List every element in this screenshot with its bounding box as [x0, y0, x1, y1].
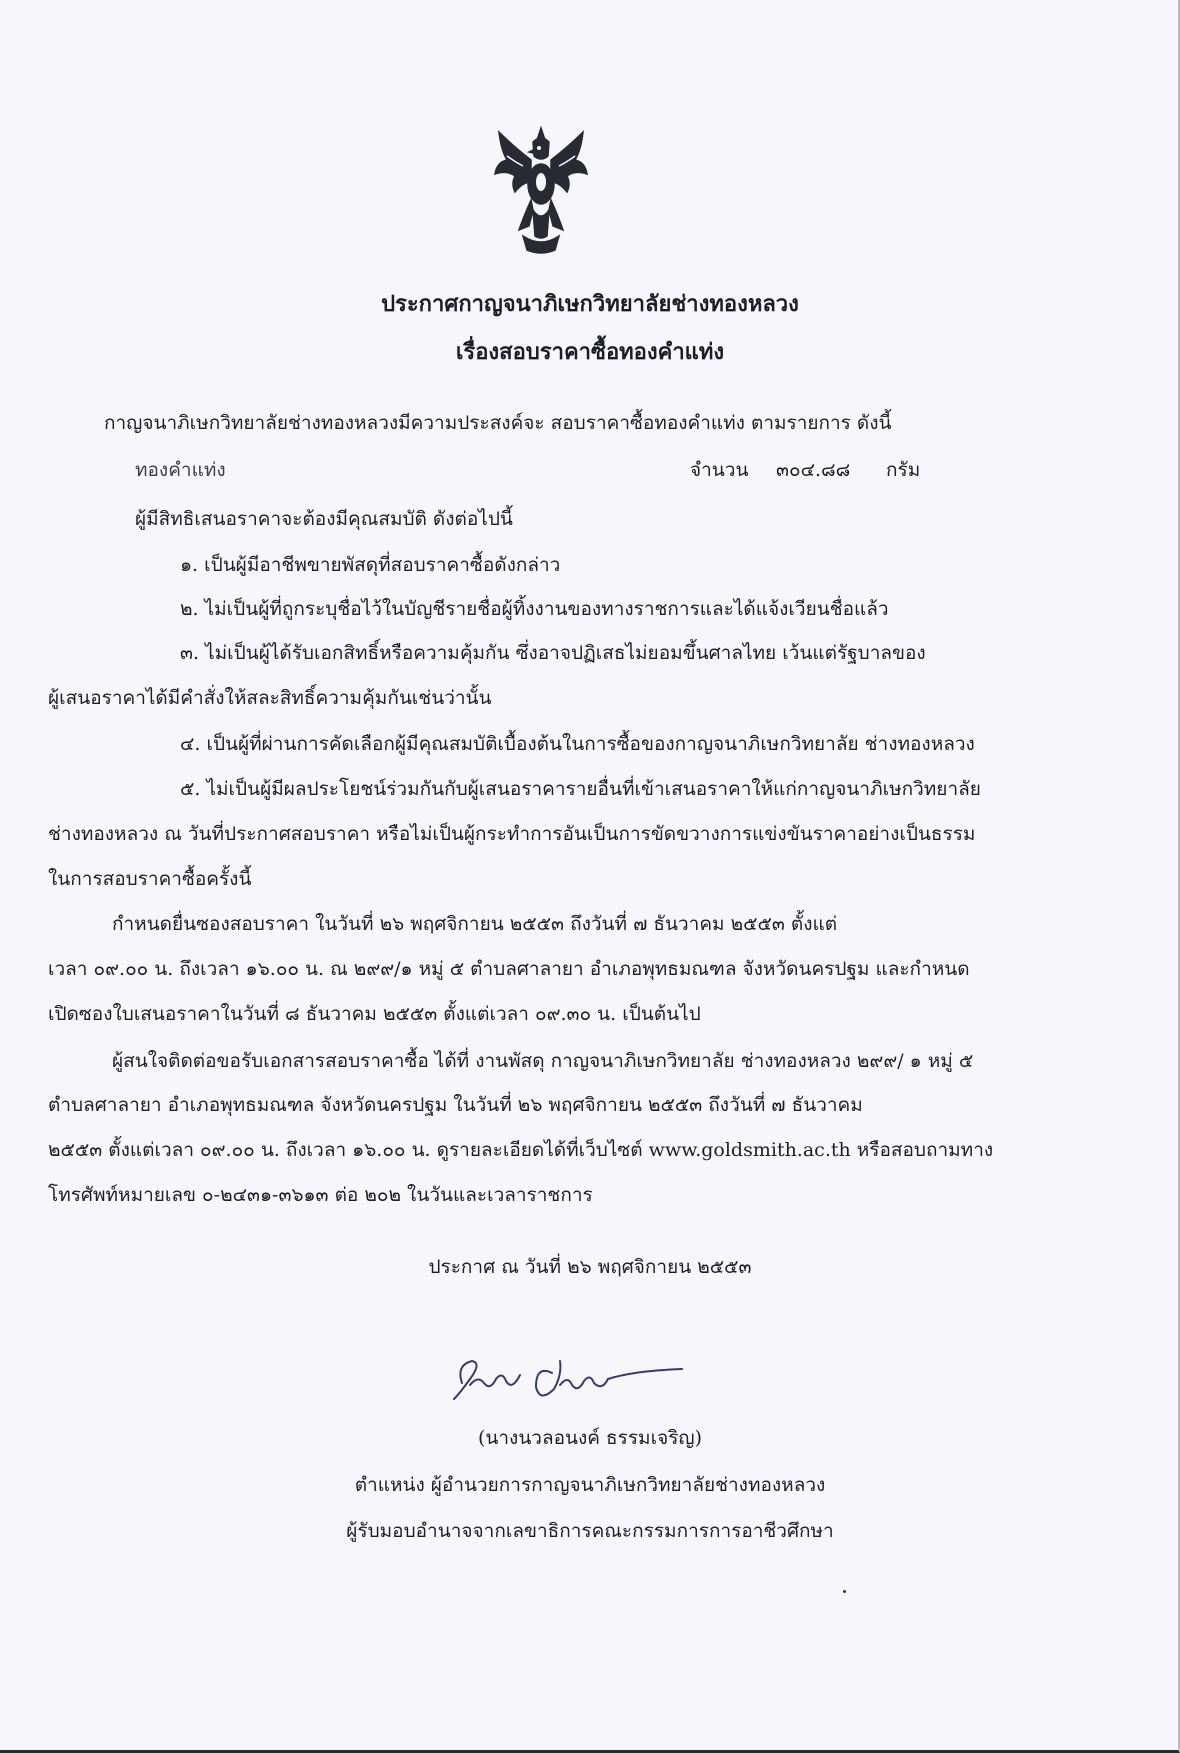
- intro-text: กาญจนาภิเษกวิทยาลัยช่างทองหลวงมีความประสงค์จะ สอบราคาซื้อทองคำแท่ง ตามรายการ ดังนี้: [104, 412, 892, 434]
- quantity-label: จำนวน: [690, 459, 749, 481]
- schedule-line-2: เวลา ๐๙.๐๐ น. ถึงเวลา ๑๖.๐๐ น. ณ ๒๙๙/๑ หมู่ ๕ ตำบลศาลายา อำเภอพุทธมณฑล จังหวัดนครปฐม และกำหนด: [48, 958, 970, 980]
- contact-line-4: โทรศัพท์หมายเลข ๐-๒๔๓๑-๓๖๑๓ ต่อ ๒๐๒ ในวันและเวลาราชการ: [48, 1184, 593, 1206]
- qualification-2: ๒. ไม่เป็นผู้ที่ถูกระบุชื่อไว้ในบัญชีรายชื่อผู้ทิ้งงานของทางราชการและได้แจ้งเวียนชื่อแล้ว: [180, 598, 889, 620]
- qualification-5-end: ในการสอบราคาซื้อครั้งนี้: [48, 868, 252, 890]
- qualification-5: ๕. ไม่เป็นผู้มีผลประโยชน์ร่วมกันกับผู้เสนอราคารายอื่นที่เข้าเสนอราคาให้แก่กาญจนาภิเษกวิทยาลัย: [180, 778, 981, 800]
- quantity-unit: กรัม: [886, 459, 921, 481]
- qualification-5-cont: ช่างทองหลวง ณ วันที่ประกาศสอบราคา หรือไม่เป็นผู้กระทำการอันเป็นการขัดขวางการแข่งขันราคาอย่างเป็นธรรม: [48, 823, 976, 845]
- qualification-3-cont: ผู้เสนอราคาได้มีคำสั่งให้สละสิทธิ์ความคุ้มกันเช่นว่านั้น: [48, 687, 492, 709]
- speck-mark: [843, 1590, 846, 1593]
- announce-date: ประกาศ ณ วันที่ ๒๖ พฤศจิกายน ๒๕๕๓: [428, 1256, 752, 1278]
- signer-name: (นางนวลอนงค์ ธรรมเจริญ): [477, 1427, 703, 1449]
- qualifications-intro: ผู้มีสิทธิเสนอราคาจะต้องมีคุณสมบัติ ดังต่อไปนี้: [135, 508, 513, 530]
- signature-icon: [432, 1335, 692, 1415]
- garuda-emblem-icon: [493, 126, 589, 256]
- schedule-line-1: กำหนดยื่นซองสอบราคา ในวันที่ ๒๖ พฤศจิกายน ๒๕๕๓ ถึงวันที่ ๗ ธันวาคม ๒๕๕๓ ตั้งแต่: [112, 913, 838, 935]
- quantity-value: ๓๐๔.๘๘: [776, 459, 851, 481]
- contact-line-3: ๒๕๕๓ ตั้งแต่เวลา ๐๙.๐๐ น. ถึงเวลา ๑๖.๐๐ น. ดูรายละเอียดได้ที่เว็บไซต์ www.goldsmith.ac.th หรือสอบถามทาง: [48, 1139, 994, 1161]
- signer-authority: ผู้รับมอบอำนาจจากเลขาธิการคณะกรรมการการอาชีวศึกษา: [346, 1520, 834, 1542]
- item-name: ทองคำแท่ง: [135, 459, 226, 481]
- contact-line-2: ตำบลศาลายา อำเภอพุทธมณฑล จังหวัดนครปฐม ในวันที่ ๒๖ พฤศจิกายน ๒๕๕๓ ถึงวันที่ ๗ ธันวาคม: [48, 1094, 863, 1116]
- qualification-3: ๓. ไม่เป็นผู้ได้รับเอกสิทธิ์หรือความคุ้มกัน ซึ่งอาจปฏิเสธไม่ยอมขึ้นศาลไทย เว้นแต่รัฐบาลของ: [180, 642, 926, 664]
- announcement-title: ประกาศกาญจนาภิเษกวิทยาลัยช่างทองหลวง: [381, 291, 799, 317]
- qualification-1: ๑. เป็นผู้มีอาชีพขายพัสดุที่สอบราคาซื้อดังกล่าว: [180, 554, 561, 576]
- announcement-subject: เรื่องสอบราคาซื้อทองคำแท่ง: [455, 339, 725, 365]
- contact-line-1: ผู้สนใจติดต่อขอรับเอกสารสอบราคาซื้อ ได้ที่ งานพัสดุ กาญจนาภิเษกวิทยาลัย ช่างทองหลวง ๒๙๙/ ๑ หมู่ ๕: [112, 1050, 974, 1072]
- signer-position: ตำแหน่ง ผู้อำนวยการกาญจนาภิเษกวิทยาลัยช่างทองหลวง: [354, 1474, 826, 1496]
- schedule-line-3: เปิดซองใบเสนอราคาในวันที่ ๘ ธันวาคม ๒๕๕๓ ตั้งแต่เวลา ๐๙.๓๐ น. เป็นต้นไป: [48, 1003, 701, 1025]
- qualification-4: ๔. เป็นผู้ที่ผ่านการคัดเลือกผู้มีคุณสมบัติเบื้องต้นในการซื้อของกาญจนาภิเษกวิทยาลัย ช่างทองหลวง: [180, 733, 975, 755]
